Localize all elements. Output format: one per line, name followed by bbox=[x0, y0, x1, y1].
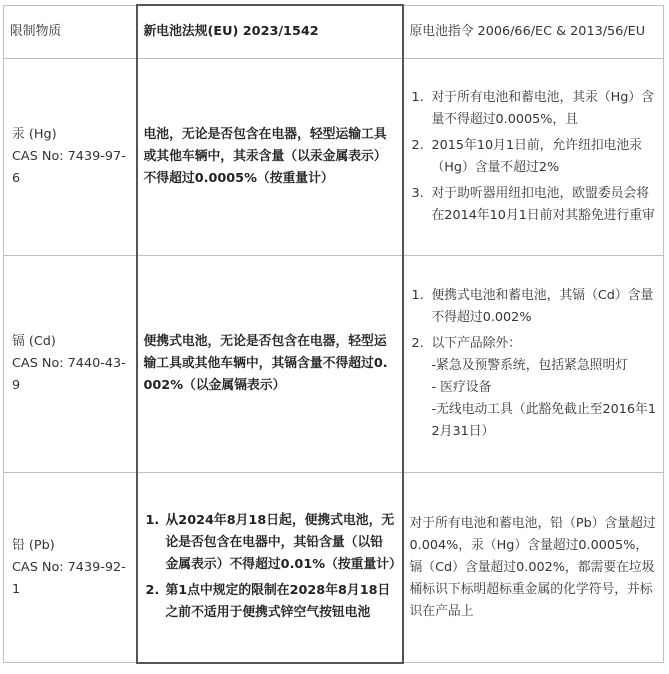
exemption-item: -无线电动工具（此豁免截止至2016年12月31日） bbox=[431, 402, 656, 439]
list-item: 1. 对于所有电池和蓄电池，其汞（Hg）含量不得超过0.0005%，且 bbox=[411, 90, 654, 127]
table-row bbox=[4, 473, 664, 663]
header-new-regulation: 新电池法规(EU) 2023/1542 bbox=[137, 5, 403, 59]
list-item: 1. 便携式电池和蓄电池，其镉（Cd）含量不得超过0.002% bbox=[411, 288, 654, 325]
new-regulation-list bbox=[144, 510, 402, 624]
substance-cas: CAS No: 7439-97-6 bbox=[12, 149, 126, 186]
substance-name: 镉 (Cd) bbox=[12, 334, 56, 349]
list-item: 2. 2015年10月1日前，允许纽扣电池汞（Hg）含量不超过2% bbox=[411, 138, 643, 175]
substance-name: 铅 (Pb) bbox=[12, 537, 55, 553]
old-directive-cell bbox=[403, 256, 664, 473]
header-row bbox=[4, 5, 664, 59]
new-regulation-cell bbox=[137, 473, 403, 663]
list-item: 2. 以下产品除外： bbox=[411, 336, 522, 351]
substance-cell bbox=[4, 473, 137, 663]
exemption-item: -紧急及预警系统，包括紧急照明灯 bbox=[431, 358, 629, 373]
old-directive-list bbox=[410, 285, 658, 355]
regulation-comparison-table bbox=[3, 4, 664, 664]
substance-cell bbox=[4, 256, 137, 473]
substance-cell bbox=[4, 59, 137, 256]
list-item: 1. 从2024年8月18日起，便携式电池，无论是否包含在电器中，其铅含量（以铅金属表示）不得超过0.01%（按重量计） bbox=[145, 513, 402, 573]
new-regulation-cell: 便携式电池，无论是否包含在电器，轻型运输工具或其他车辆中，其镉含量不得超过0.002%（以金属镉表示） bbox=[137, 256, 403, 473]
header-old-directive: 原电池指令 2006/66/EC & 2013/56/EU bbox=[403, 5, 664, 59]
table-row bbox=[4, 59, 664, 256]
new-regulation-cell: 电池，无论是否包含在电器，轻型运输工具或其他车辆中，其汞含量（以汞金属表示）不得超过0.0005%（按重量计） bbox=[137, 59, 403, 256]
list-item: 3. 对于助听器用纽扣电池，欧盟委员会将在2014年10月1日前对其豁免进行重审 bbox=[411, 186, 655, 223]
old-directive-cell: 对于所有电池和蓄电池，铅（Pb）含量超过0.004%，汞（Hg）含量超过0.0005%，镉（Cd）含量超过0.002%，都需要在垃圾桶标识下标明超标重金属的化学符号，并标识在产品上 bbox=[403, 473, 664, 663]
old-directive-cell bbox=[403, 59, 664, 256]
exemption-item: - 医疗设备 bbox=[431, 380, 492, 395]
substance-cas: CAS No: 7439-92-1 bbox=[12, 559, 126, 597]
substance-name: 汞 (Hg) bbox=[12, 127, 57, 142]
list-item: 2. 第1点中规定的限制在2028年8月18日之前不适用于便携式锌空气按钮电池 bbox=[145, 583, 391, 621]
substance-cas: CAS No: 7440-43-9 bbox=[12, 356, 126, 393]
table-row bbox=[4, 256, 664, 473]
old-directive-list bbox=[410, 87, 658, 227]
header-substance: 限制物质 bbox=[4, 5, 137, 59]
